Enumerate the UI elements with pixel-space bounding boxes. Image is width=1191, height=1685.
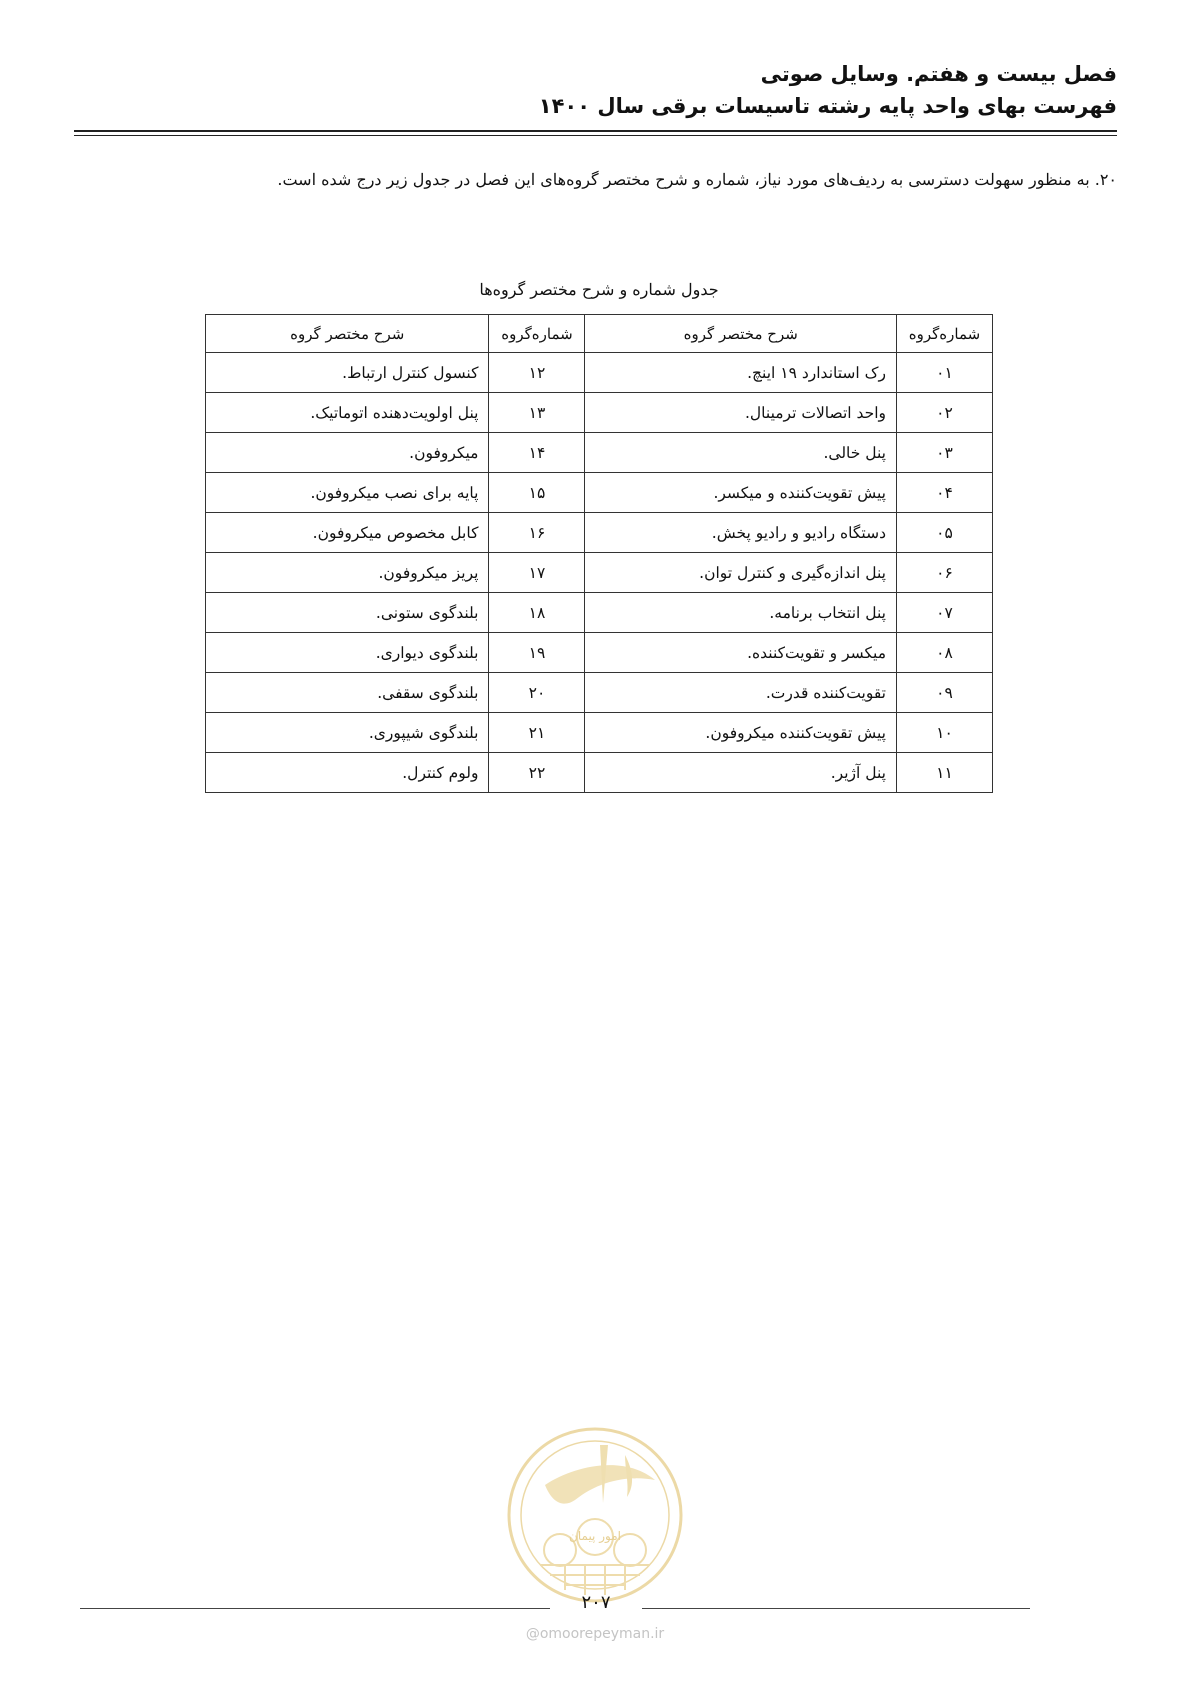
group-number-cell: ۱۸ [489, 593, 585, 633]
group-number-cell: ۱۳ [489, 393, 585, 433]
group-number-cell: ۱۵ [489, 473, 585, 513]
group-number-cell: ۱۶ [489, 513, 585, 553]
seal-text: امور پیمان [569, 1529, 621, 1543]
group-number-cell: ۰۸ [897, 633, 993, 673]
group-desc-cell: پنل اولویت‌دهنده اتوماتیک. [206, 393, 489, 433]
group-number-cell: ۱۴ [489, 433, 585, 473]
group-desc-cell: کنسول کنترل ارتباط. [206, 353, 489, 393]
group-number-cell: ۱۱ [897, 753, 993, 793]
table-row [206, 513, 993, 553]
header-group-number-1: شماره‌گروه [897, 315, 993, 353]
group-desc-cell: پیش تقویت‌کننده میکروفون. [585, 713, 897, 753]
group-number-cell: ۲۲ [489, 753, 585, 793]
group-number-cell: ۱۹ [489, 633, 585, 673]
group-desc-cell: رک استاندارد ۱۹ اینچ. [585, 353, 897, 393]
group-number-cell: ۲۱ [489, 713, 585, 753]
omoore-peyman-seal-logo [505, 1425, 685, 1605]
group-number-cell: ۰۷ [897, 593, 993, 633]
group-number-cell: ۱۰ [897, 713, 993, 753]
group-number-cell: ۲۰ [489, 673, 585, 713]
price-list-title: فهرست بهای واحد پایه رشته تاسیسات برقی سال ۱۴۰۰ [538, 94, 1117, 118]
group-desc-cell: بلندگوی دیواری. [206, 633, 489, 673]
group-number-cell: ۰۴ [897, 473, 993, 513]
group-number-cell: ۰۱ [897, 353, 993, 393]
group-number-cell: ۰۳ [897, 433, 993, 473]
footer-rule-left [80, 1608, 550, 1609]
page-header [74, 58, 1117, 122]
table-row [206, 553, 993, 593]
table-header-row [206, 315, 993, 353]
table-row [206, 433, 993, 473]
group-number-cell: ۰۹ [897, 673, 993, 713]
group-desc-cell: ولوم کنترل. [206, 753, 489, 793]
page-number: ۲۰۷ [581, 1592, 611, 1613]
table-caption: جدول شماره و شرح مختصر گروه‌ها [479, 280, 719, 299]
table-row [206, 753, 993, 793]
group-desc-cell: پایه برای نصب میکروفون. [206, 473, 489, 513]
header-group-desc-2: شرح مختصر گروه [206, 315, 489, 353]
group-desc-cell: دستگاه رادیو و رادیو پخش. [585, 513, 897, 553]
table-row [206, 673, 993, 713]
footer-rule-right [642, 1608, 1030, 1609]
group-desc-cell: کابل مخصوص میکروفون. [206, 513, 489, 553]
table-row [206, 393, 993, 433]
group-desc-cell: پنل اندازه‌گیری و کنترل توان. [585, 553, 897, 593]
group-desc-cell: تقویت‌کننده قدرت. [585, 673, 897, 713]
table-row [206, 593, 993, 633]
group-desc-cell: پیش تقویت‌کننده و میکسر. [585, 473, 897, 513]
table-row [206, 353, 993, 393]
group-desc-cell: میکروفون. [206, 433, 489, 473]
table-row [206, 473, 993, 513]
group-number-cell: ۱۲ [489, 353, 585, 393]
group-desc-cell: پنل آژیر. [585, 753, 897, 793]
group-desc-cell: میکسر و تقویت‌کننده. [585, 633, 897, 673]
header-rule-thin [74, 135, 1117, 136]
group-number-cell: ۰۲ [897, 393, 993, 433]
group-desc-cell: پنل خالی. [585, 433, 897, 473]
intro-paragraph: ۲۰. به منظور سهولت دسترسی به ردیف‌های مورد نیاز، شماره و شرح مختصر گروه‌های این فصل در جدول زیر درج شده است. [277, 170, 1117, 189]
header-group-desc-1: شرح مختصر گروه [585, 315, 897, 353]
table-row [206, 633, 993, 673]
group-number-cell: ۰۵ [897, 513, 993, 553]
group-desc-cell: بلندگوی ستونی. [206, 593, 489, 633]
header-rule-thick [74, 130, 1117, 132]
group-desc-cell: بلندگوی سقفی. [206, 673, 489, 713]
group-desc-cell: بلندگوی شیپوری. [206, 713, 489, 753]
group-desc-cell: پنل انتخاب برنامه. [585, 593, 897, 633]
table-row [206, 713, 993, 753]
group-number-cell: ۱۷ [489, 553, 585, 593]
group-desc-cell: پریز میکروفون. [206, 553, 489, 593]
group-number-cell: ۰۶ [897, 553, 993, 593]
website-watermark: @omoorepeyman.ir [525, 1626, 665, 1642]
header-group-number-2: شماره‌گروه [489, 315, 585, 353]
chapter-title: فصل بیست و هفتم. وسایل صوتی [760, 62, 1117, 86]
group-desc-cell: واحد اتصالات ترمینال. [585, 393, 897, 433]
groups-table [205, 314, 993, 793]
